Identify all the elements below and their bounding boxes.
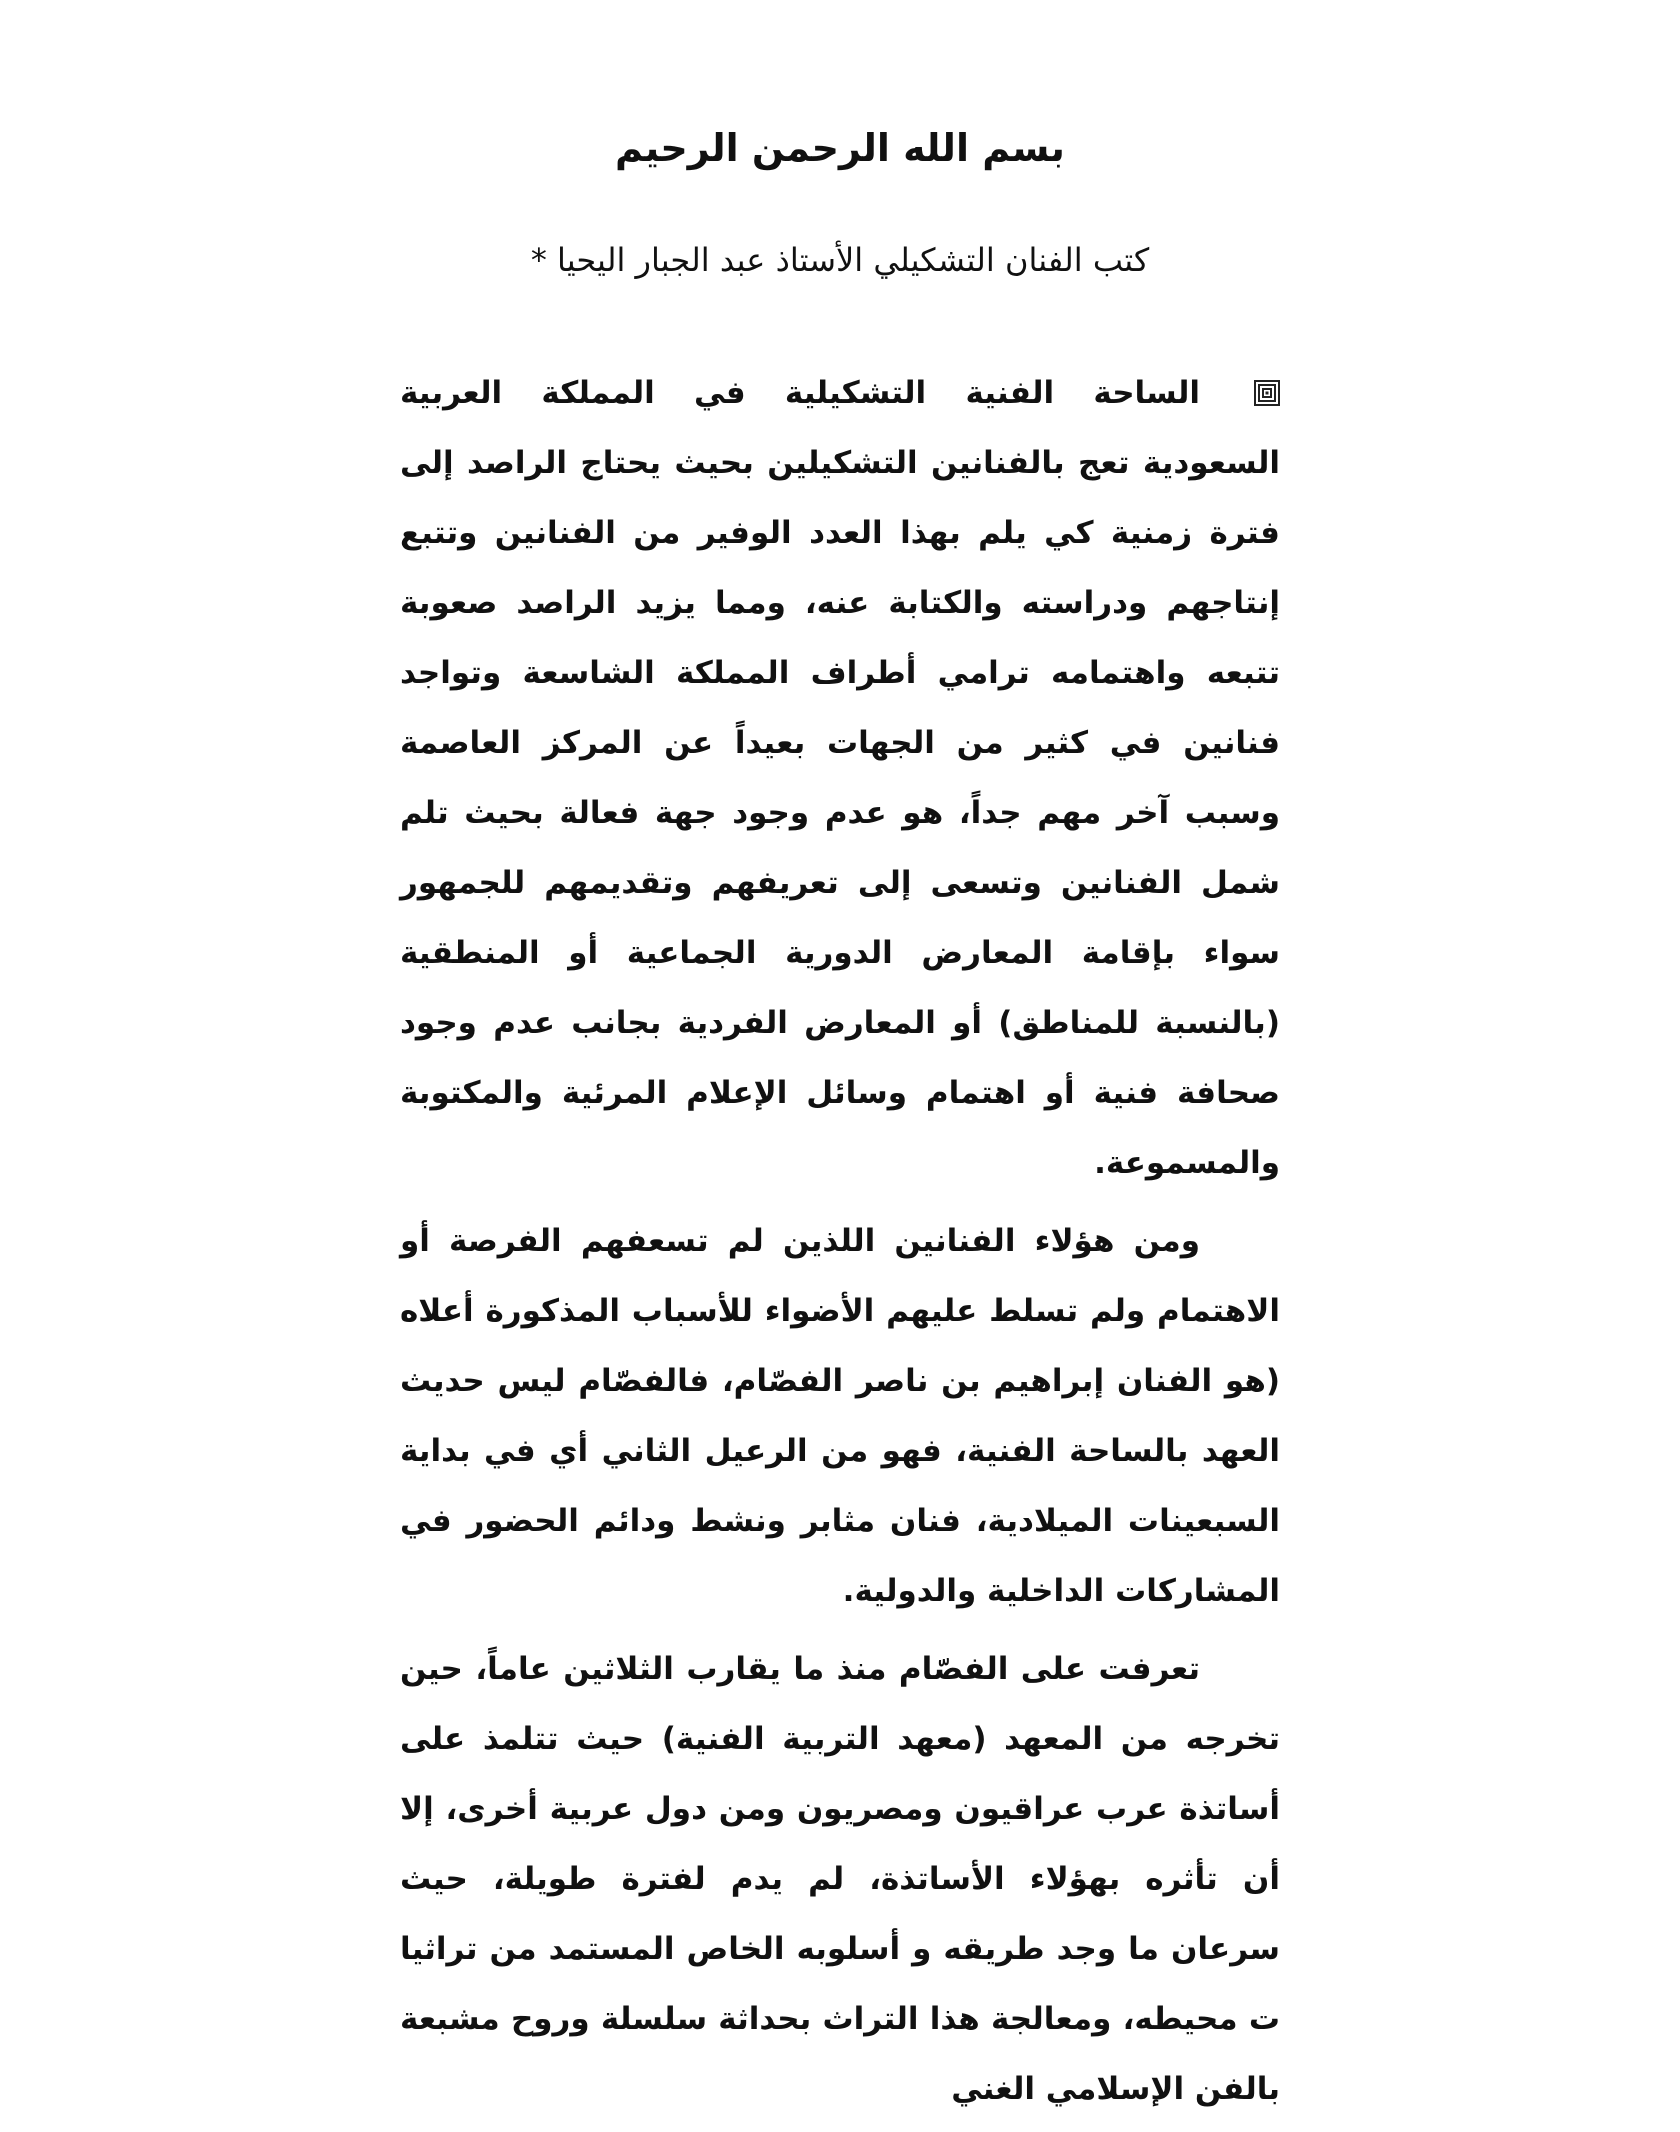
- paragraph-2: ومن هؤلاء الفنانين اللذين لم تسعفهم الفرصة أو الاهتمام ولم تسلط عليهم الأضواء للأسباب المذكورة أعلاه (هو الفنان إبراهيم بن ناصر الفصّام، فالفصّام ليس حديث العهد بالساحة الفنية، فهو من الرعيل الثاني أي في بداية السبعينات الميلادية، فنان مثابر ونشط ودائم الحضور في المشاركات الداخلية والدولية.: [400, 1223, 1280, 1609]
- paragraph-1: [400, 358, 1280, 1198]
- paragraph-3: تعرفت على الفصّام منذ ما يقارب الثلاثين عاماً، حين تخرجه من المعهد (معهد التربية الفنية) حيث تتلمذ على أساتذة عرب عراقيون ومصريون ومن دول عربية أخرى، إلا أن تأثره بهؤلاء الأساتذة، لم يدم لفترة طويلة، حيث سرعان ما وجد طريقه و أسلوبه الخاص المستمد من تراثيا ت محيطه، ومعالجة هذا التراث بحداثة سلسلة وروح مشبعة بالفن الإسلامي الغني: [400, 1651, 1280, 2107]
- square-spiral-ornament-icon: [1254, 361, 1280, 387]
- paragraph-1-text: الساحة الفنية التشكيلية في المملكة العربية السعودية تعج بالفنانين التشكيلين بحيث يحتاج الراصد إلى فترة زمنية كي يلم بهذا العدد الوفير من الفنانين وتتبع إنتاجهم ودراسته والكتابة عنه، ومما يزيد الراصد صعوبة تتبعه واهتمامه ترامي أطراف المملكة الشاسعة وتواجد فنانين في كثير من الجهات بعيداً عن المركز العاصمة وسبب آخر مهم جداً، هو عدم وجود جهة فعالة بحيث تلم شمل الفنانين وتسعى إلى تعريفهم وتقديمهم للجمهور سواء بإقامة المعارض الدورية الجماعية أو المنطقية (بالنسبة للمناطق) أو المعارض الفردية بجانب عدم وجود صحافة فنية أو اهتمام وسائل الإعلام المرئية والمكتوبة والمسموعة.: [400, 375, 1280, 1181]
- basmala-heading: بسم الله الرحمن الرحيم: [615, 126, 1065, 170]
- author-byline: كتب الفنان التشكيلي الأستاذ عبد الجبار اليحيا *: [530, 241, 1150, 279]
- article-body: [400, 358, 1280, 2132]
